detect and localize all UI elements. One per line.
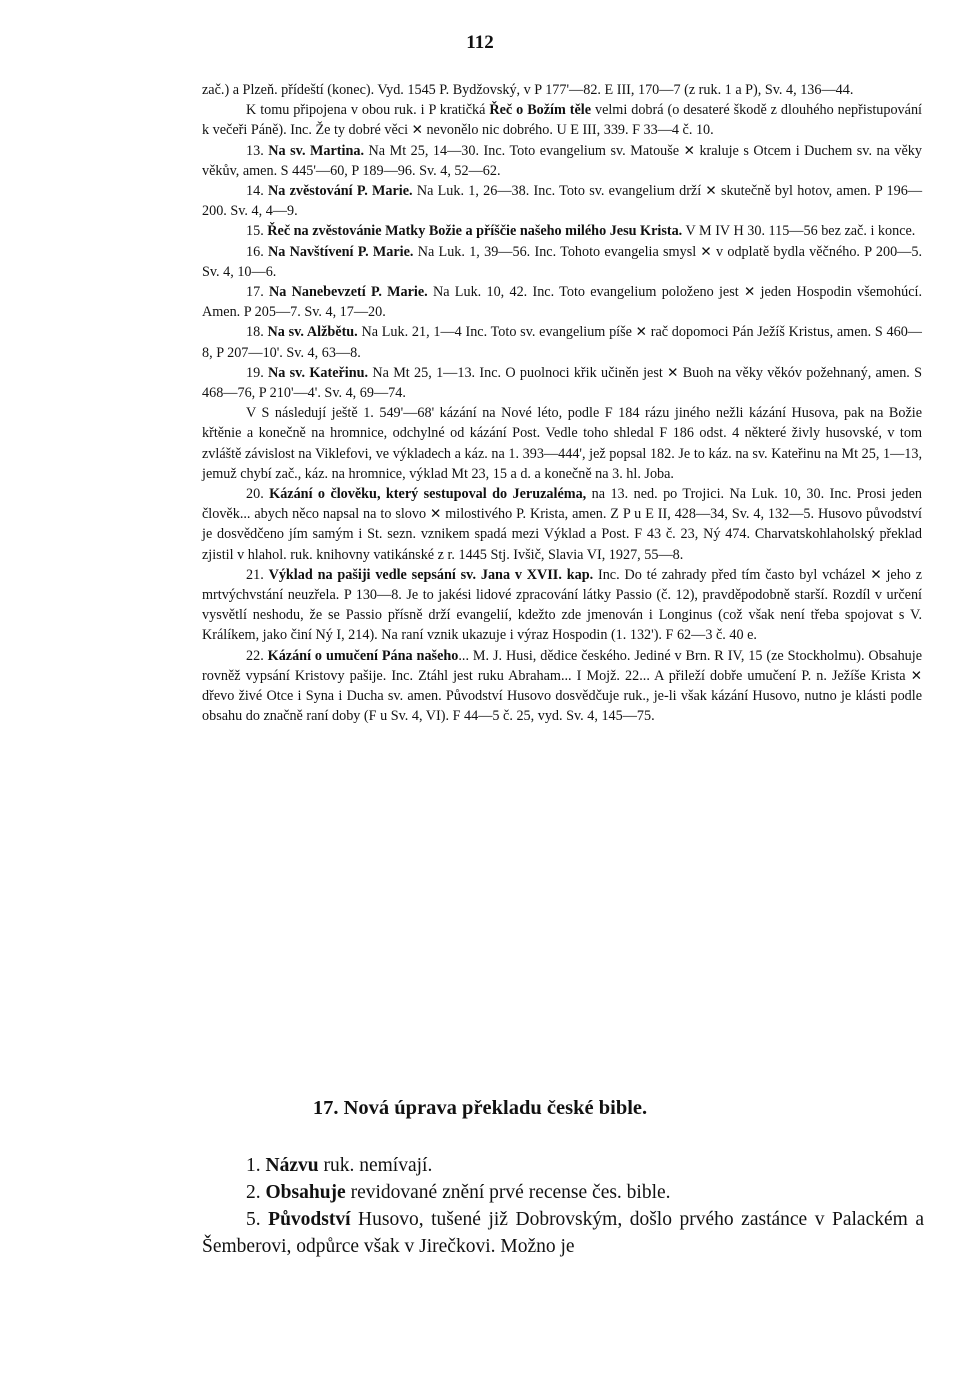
text-segment: K tomu připojena v obou ruk. i P kratičká bbox=[246, 102, 490, 119]
text-segment: 21. bbox=[246, 566, 269, 583]
bold-title: Kázání o umučení Pána našeho bbox=[267, 647, 459, 664]
text-segment: Na Luk. 21, 1—4 Inc. Toto sv. evangelium píše bbox=[357, 324, 636, 341]
text-segment: jeho z mrtvýchvstání neuzřela. P 130—8. Je to jakési lidové zpracování látky Passio (č. 12), pravděpodobně starší. Rozdíl v určení vysvětlí neshodu, že se Passio přísně drží evangelií, kdežto zde jmenován i Longinus (což však není třeba spojovat s V. Králíkem, jako činí Ný I, 214). Na raní vznik ukazuje i výraz Hospodin (1. 132'). F 62—3 č. 40 e. bbox=[202, 566, 923, 644]
text-segment: Na Mt 25, 14—30. Inc. Toto evangelium sv. Matouše bbox=[364, 142, 684, 159]
text-segment: Na Luk. 1, 26—38. Inc. Toto sv. evangelium drží bbox=[412, 183, 706, 200]
bold-title: Řeč na zvěstovánie Matky Božie a příščie našeho milého Jesu Krista. bbox=[267, 223, 683, 240]
paragraph bbox=[202, 1152, 924, 1179]
omission-cross-icon: ✕ bbox=[635, 324, 647, 341]
page-number: 112 bbox=[466, 32, 494, 53]
body-text bbox=[202, 80, 922, 727]
bold-title: Na sv. Kateřinu. bbox=[268, 364, 369, 381]
text-segment: 19. bbox=[246, 364, 269, 381]
section-heading: 17. Nová úprava překladu české bible. bbox=[312, 1097, 648, 1119]
paragraph bbox=[202, 141, 922, 181]
paragraph bbox=[202, 181, 922, 221]
section-text bbox=[202, 1152, 924, 1260]
paragraph bbox=[202, 363, 922, 403]
paragraph bbox=[202, 565, 922, 646]
text-segment: 20. bbox=[246, 486, 270, 503]
paragraph bbox=[202, 100, 922, 140]
text-segment: 18. bbox=[246, 324, 268, 341]
paragraph bbox=[202, 80, 922, 100]
text-segment: dřevo živé Otce i Syna i Ducha sv. amen. Původství Husovo dosvědčuje ruk., je-li však kázání Husovo, nutno je klásti podle obsahu do značně raní doby (F u Sv. 4, VI). F 44—5 č. 25, vyd. Sv. 4, 145—75. bbox=[202, 688, 922, 725]
text-segment: jeden Hospodin všemohúcí. Amen. P 205—7. Sv. 4, 17—20. bbox=[202, 284, 922, 321]
paragraph bbox=[202, 322, 922, 362]
text-segment: rač dopomoci Pán Ježíš Kristus, amen. S 460—8, P 207—10'. Sv. 4, 63—8. bbox=[202, 324, 922, 361]
text-segment: 17. bbox=[246, 284, 270, 301]
bold-title: Řeč o Božím těle bbox=[489, 102, 592, 119]
text-segment: 16. bbox=[246, 243, 268, 260]
text-segment: V S následují ještě 1. 549'—68' kázání na Nové léto, podle F 184 rázu jiného nežli kázání Husova, pak na Božie křtěnie a konečně na hromnice, odchylné od kázání Post. Vedle toho shledal F 186 odst. 4 některé živly husovské, v tom zvláště závislost na Viklefovi, ve výkladech a káz. na 1. 393—444', jež popsal 182. Je to káz. na sv. Kateřinu na Mt 25, 1—13, jemuž chybí zač., káz. na hromnice, výklad Mt 23, 15 a d. a konečně na 3. hl. Joba. bbox=[202, 405, 922, 482]
omission-cross-icon: ✕ bbox=[743, 284, 756, 301]
paragraph bbox=[202, 1179, 924, 1206]
text-segment: zač.) a Plzeň. přídeští (konec). Vyd. 1545 P. Bydžovský, v P 177'—82. E III, 170—7 (z ruk. 1 a P), Sv. 4, 136—44. bbox=[202, 82, 854, 98]
bold-title: Na sv. Martina. bbox=[268, 142, 364, 159]
text-segment: 14. bbox=[246, 183, 268, 200]
text-segment: Na Luk. 1, 39—56. Inc. Tohoto evangelia smysl bbox=[413, 243, 701, 260]
bold-title: Kázání o člověku, který sestupoval do Jeruzaléma, bbox=[269, 486, 587, 503]
text-segment: 22. bbox=[246, 647, 268, 664]
text-segment: Inc. Do té zahrady před tím často byl vcházel bbox=[593, 566, 871, 583]
omission-cross-icon: ✕ bbox=[411, 122, 423, 139]
bold-title: Původství bbox=[268, 1209, 351, 1230]
paragraph bbox=[202, 221, 922, 241]
text-segment: 2. bbox=[246, 1182, 266, 1203]
text-segment: v odplatě bydla věčného. P 200—5. Sv. 4, 10—6. bbox=[202, 243, 922, 280]
text-segment: milostivého P. Krista, amen. Z P u E II, 428—34, Sv. 4, 132—5. Husovo původství je dosvědčeno jím samým i St. sezn. vznikem spadá mezi Výklad a Post. F 43 č. 23, Ný 474. Charvatskohlaholský překlad zjistil v hlahol. ruk. knihovny vatikánské z r. 1445 Stj. Ivšič, Slavia VI, 1927, 55—8. bbox=[202, 506, 923, 563]
text-segment: V M IV H 30. 115—56 bez zač. i konce. bbox=[682, 223, 916, 240]
text-segment: ... M. J. Husi, dědice českého. Jediné v Brn. R IV, 15 (ze Stockholmu). Obsahuje rovněž vypsání Kristovy pašije. Inc. Ztáhl jest ruku Abraham... I Mojž. 22... A přileží dobře umučení P. n. Ježíše Krista bbox=[202, 647, 922, 684]
paragraph bbox=[202, 282, 922, 322]
text-segment: Na Mt 25, 1—13. Inc. O puolnoci křik učiněn jest bbox=[368, 364, 668, 381]
paragraph bbox=[202, 484, 922, 565]
paragraph bbox=[202, 403, 922, 484]
paragraph bbox=[202, 646, 922, 727]
bold-title: Na zvěstování P. Marie. bbox=[267, 183, 413, 200]
text-segment: Na Luk. 10, 42. Inc. Toto evangelium položeno jest bbox=[427, 284, 744, 301]
text-segment: ruk. nemívají. bbox=[318, 1155, 433, 1176]
text-segment: 13. bbox=[246, 142, 269, 159]
text-segment: kraluje s Otcem i Duchem sv. na věky věkův, amen. S 445'—60, P 189—96. Sv. 4, 52—62. bbox=[202, 142, 922, 179]
bold-title: Na sv. Alžbětu. bbox=[267, 324, 358, 341]
omission-cross-icon: ✕ bbox=[667, 364, 679, 381]
omission-cross-icon: ✕ bbox=[910, 667, 922, 684]
omission-cross-icon: ✕ bbox=[700, 243, 712, 260]
omission-cross-icon: ✕ bbox=[430, 506, 442, 523]
text-segment: Husovo, tušené již Dobrovským, došlo prvého zastánce v Palackém a Šemberovi, odpůrce však v Jirečkovi. Možno je bbox=[202, 1209, 925, 1257]
omission-cross-icon: ✕ bbox=[705, 183, 717, 200]
text-segment: revidované znění prvé recense čes. bible. bbox=[345, 1182, 671, 1203]
bold-title: Na Navštívení P. Marie. bbox=[268, 243, 414, 260]
paragraph bbox=[202, 242, 922, 282]
text-segment: na 13. ned. po Trojici. Na Luk. 10, 30. Inc. Prosi jeden člověk... abych něco napsal na to slovo bbox=[202, 486, 922, 523]
bold-title: Výklad na pašiji vedle sepsání sv. Jana v XVII. kap. bbox=[268, 566, 594, 583]
text-segment: skutečně byl hotov, amen. P 196—200. Sv. 4, 4—9. bbox=[202, 183, 923, 220]
text-segment: velmi dobrá (o desateré škodě z dlouhého nepřistupování k večeři Páně). Inc. Že ty dobré věci bbox=[202, 102, 922, 139]
bold-title: Názvu bbox=[265, 1155, 319, 1176]
paragraph bbox=[202, 1206, 924, 1260]
text-segment: 5. bbox=[246, 1209, 269, 1230]
bold-title: Na Nanebevzetí P. Marie. bbox=[269, 284, 428, 301]
text-segment: 1. bbox=[246, 1155, 266, 1176]
text-segment: nevonělo nic dobrého. U E III, 339. F 33—4 č. 10. bbox=[422, 122, 714, 139]
text-segment: Buoh na věky věkóv požehnaný, amen. S 468—76, P 210'—4'. Sv. 4, 69—74. bbox=[202, 364, 923, 402]
omission-cross-icon: ✕ bbox=[683, 142, 695, 159]
text-segment: 15. bbox=[246, 223, 268, 240]
omission-cross-icon: ✕ bbox=[870, 566, 882, 583]
bold-title: Obsahuje bbox=[265, 1182, 346, 1203]
